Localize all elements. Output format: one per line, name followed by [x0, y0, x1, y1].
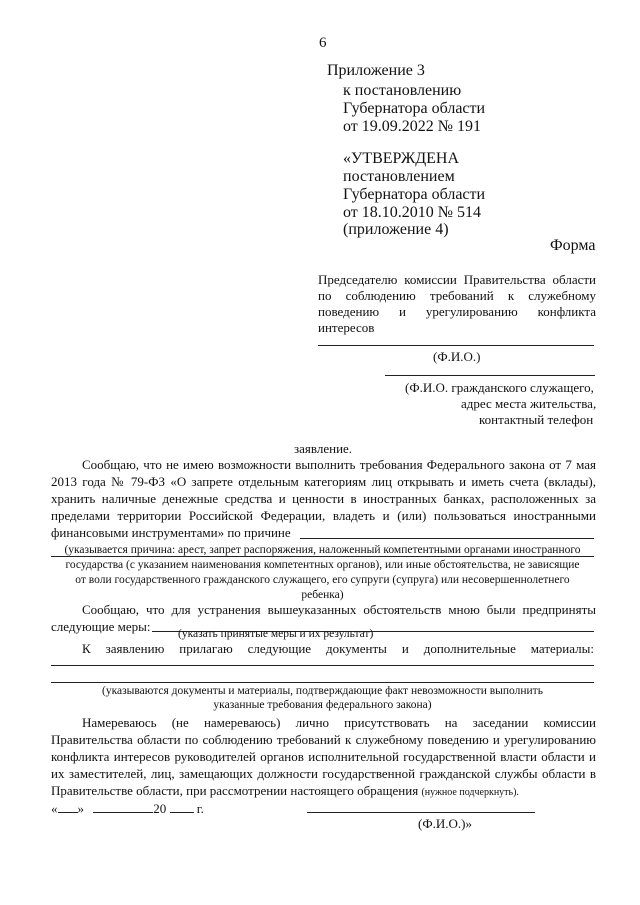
month-field[interactable] — [93, 800, 153, 813]
paragraph-line: пределами территории Российской Федерации, владеть и (или) пользоваться иностранными — [51, 508, 596, 523]
reason-hint: (указывается причина: арест, запрет распоряжения, наложенный компетентными органами иностранного — [64, 544, 581, 556]
paragraph-line: 2013 года № 79-ФЗ «О запрете отдельным категориям лиц открывать и иметь счета (вклады), — [51, 474, 596, 489]
reason-hint: от воли государственного гражданского служащего, его супруги (супруга) или несовершеннолетнего — [75, 574, 570, 586]
measures-hint: (указать принятые меры и их результат) — [178, 628, 374, 640]
day-field[interactable] — [58, 800, 78, 813]
approved-line: «УТВЕРЖДЕНА — [343, 150, 460, 167]
attachments-line: К заявлению прилагаю следующие документы и дополнительные материалы: — [82, 641, 594, 656]
attachments-field[interactable] — [51, 665, 594, 666]
attachments-field-2[interactable] — [51, 682, 594, 683]
page-number: 6 — [319, 35, 327, 51]
reason-hint: ребенка) — [301, 589, 344, 601]
sender-caption: (Ф.И.О. гражданского служащего, — [405, 380, 594, 395]
fio-caption: (Ф.И.О.) — [433, 349, 481, 364]
paragraph-line: хранить наличные денежные средства и ценности в иностранных банках, расположенных за — [51, 491, 596, 506]
paragraph-line: Правительства области по соблюдению требований к служебному поведению и урегулированию — [51, 732, 596, 747]
sender-caption: адрес места жительства, — [461, 396, 597, 411]
paragraph-line: конфликта интересов руководителей органов исполнительной государственной власти области и — [51, 749, 596, 764]
signature-field[interactable] — [307, 812, 535, 813]
reason-hint: государства (с указанием наименования компетентных органов), или иные обстоятельства, не зависящие — [65, 559, 580, 571]
paragraph-line: Сообщаю, что не имею возможности выполнить требования Федерального закона от 7 мая — [82, 457, 596, 472]
appendix-line: Губернатора области — [343, 100, 486, 117]
fio-underline — [318, 345, 594, 346]
approved-line: постановлением — [343, 168, 455, 185]
paragraph-line: их заместителей, лиц, замещающих должности государственной гражданской службы области в — [51, 766, 596, 781]
paragraph-line: Сообщаю, что для устранения вышеуказанных обстоятельств мною были предприняты — [82, 602, 596, 617]
fio-caption-footer: (Ф.И.О.)» — [418, 816, 472, 831]
appendix-line: от 19.09.2022 № 191 — [343, 118, 482, 135]
year-field[interactable] — [170, 800, 194, 813]
docs-hint: (указываются документы и материалы, подтверждающие факт невозможности выполнить — [102, 685, 543, 697]
appendix-title: Приложение 3 — [327, 62, 425, 79]
sender-underline — [385, 375, 595, 376]
approved-line: Губернатора области — [343, 186, 486, 203]
addressee-line: Председателю комиссии Правительства области — [318, 272, 596, 287]
docs-hint: указанные требования федерального закона) — [213, 699, 432, 711]
form-label: Форма — [550, 237, 596, 254]
appendix-line: к постановлению — [343, 82, 462, 99]
date-line: « » 20 г. — [51, 801, 204, 816]
reason-field[interactable] — [300, 538, 594, 539]
sender-caption: контактный телефон — [479, 412, 594, 427]
paragraph-line: следующие меры: — [51, 619, 151, 634]
paragraph-line: финансовыми инструментами» по причине — [51, 525, 291, 540]
addressee-line: по соблюдению требований к служебному — [318, 288, 596, 303]
statement-title: заявление. — [294, 441, 353, 456]
paragraph-line: Правительстве области, при рассмотрении настоящего обращения (нужное подчеркнуть). — [51, 783, 519, 798]
paragraph-line: Намереваюсь (не намереваюсь) лично присутствовать на заседании комиссии — [82, 715, 596, 730]
approved-line: от 18.10.2010 № 514 — [343, 204, 482, 221]
addressee-line: поведению и урегулированию конфликта — [318, 304, 596, 319]
addressee-line: интересов — [318, 320, 375, 335]
approved-line: (приложение 4) — [343, 221, 449, 238]
